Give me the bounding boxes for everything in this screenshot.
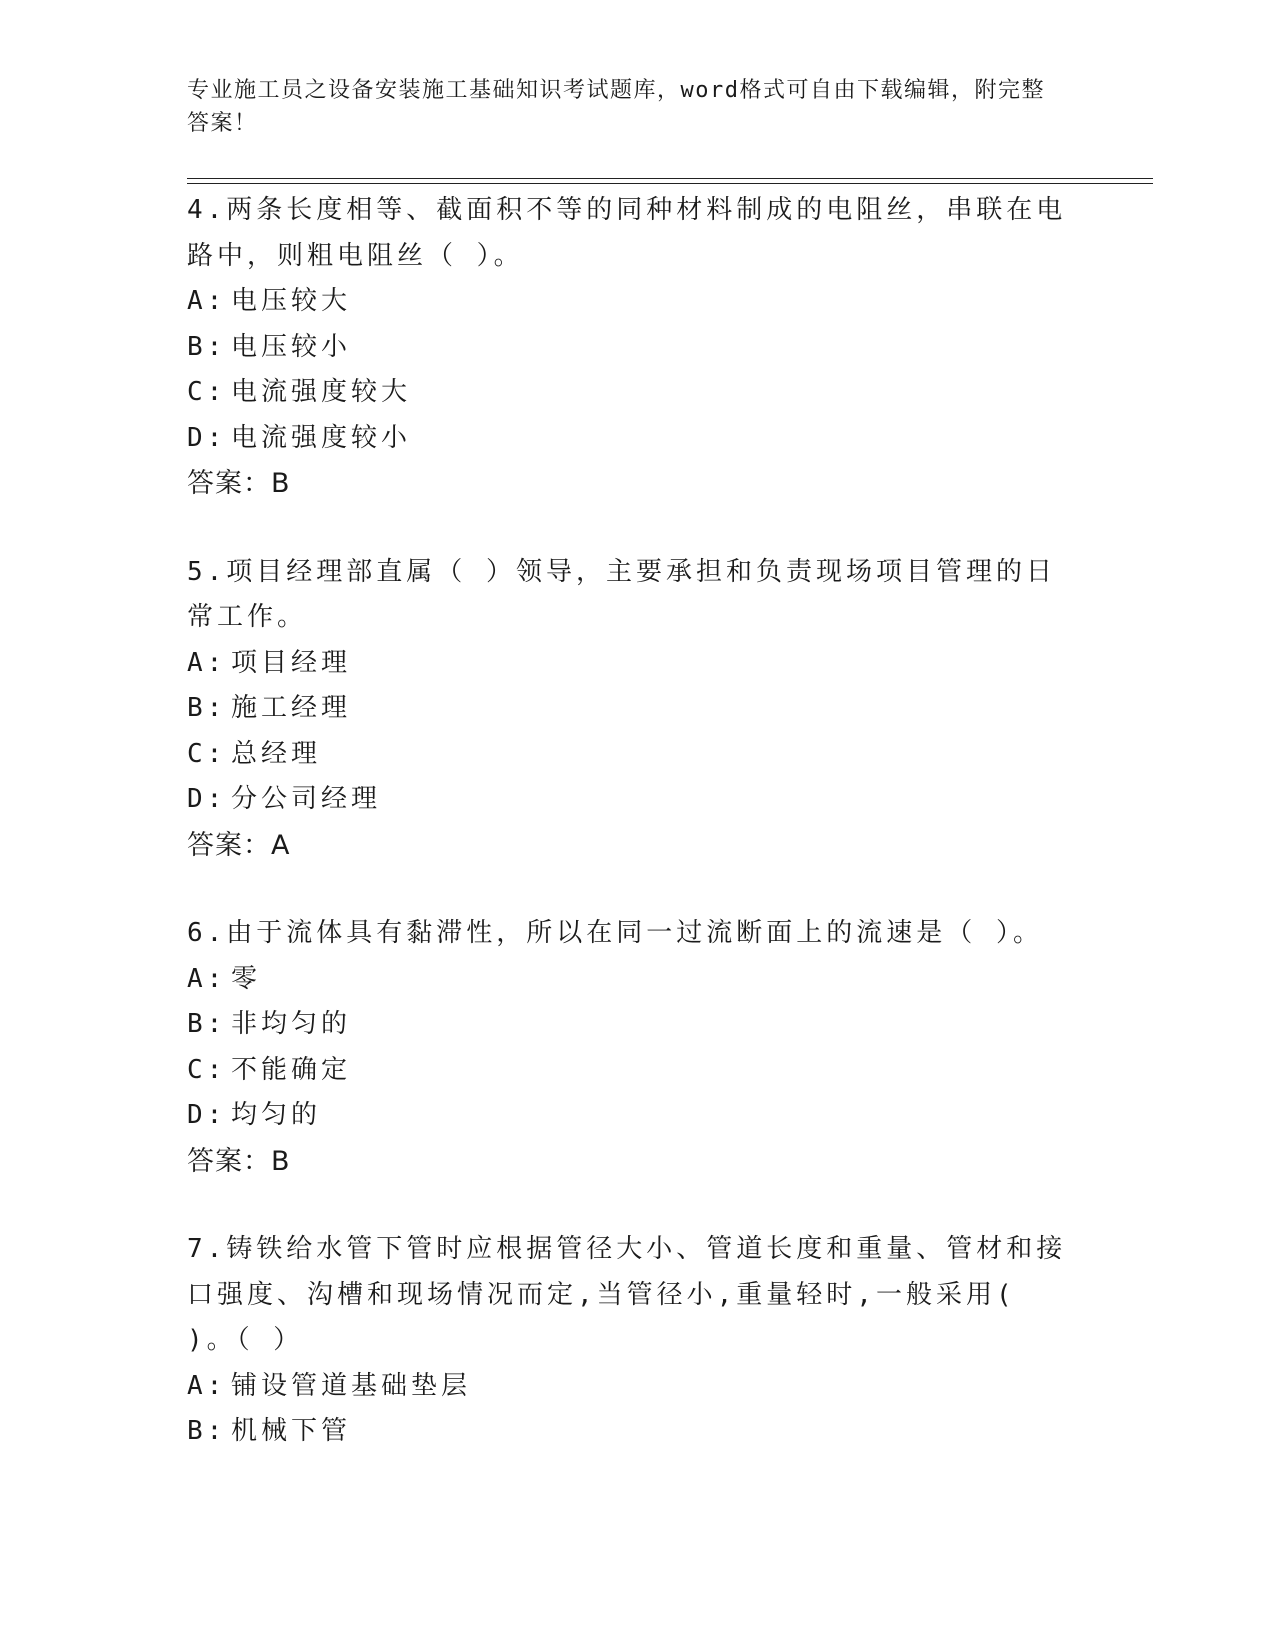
question-stem: 6.由于流体具有黏滞性，所以在同一过流断面上的流速是（ ）。 (187, 918, 1043, 948)
option-d (187, 416, 1087, 462)
document-header (187, 74, 1067, 140)
question-list (187, 188, 1087, 1455)
option-letter: D: (187, 1100, 227, 1130)
option-text: 电流强度较大 (231, 377, 412, 407)
question-5 (187, 550, 1087, 869)
option-b (187, 325, 1087, 371)
option-text: 电压较大 (231, 286, 352, 316)
header-text: 专业施工员之设备安装施工基础知识考试题库，word格式可自由下载编辑，附完整答案！ (187, 78, 1045, 136)
option-text: 总经理 (231, 738, 322, 769)
option-b (187, 1409, 1087, 1455)
option-text: 均匀的 (231, 1100, 322, 1130)
option-letter: D: (187, 784, 227, 814)
option-letter: A: (187, 647, 227, 678)
header-divider-bottom (187, 183, 1153, 184)
option-c (187, 370, 1087, 416)
question-4 (187, 188, 1087, 507)
option-a (187, 957, 1087, 1003)
option-letter: B: (187, 1416, 227, 1446)
option-d (187, 777, 1087, 823)
option-text: 铺设管道基础垫层 (231, 1370, 472, 1401)
option-letter: C: (187, 738, 227, 769)
question-gap (187, 1184, 1087, 1227)
option-letter: B: (187, 331, 227, 362)
option-b (187, 1002, 1087, 1048)
option-c (187, 732, 1087, 778)
question-stem: 5.项目经理部直属（ ）领导，主要承担和负责现场项目管理的日常工作。 (187, 556, 1056, 632)
option-letter: C: (187, 377, 227, 407)
question-stem: 4.两条长度相等、截面积不等的同种材料制成的电阻丝，串联在电路中，则粗电阻丝（ ）。 (187, 195, 1067, 271)
option-letter: A: (187, 1370, 227, 1401)
option-letter: B: (187, 693, 227, 723)
option-text: 电流强度较小 (231, 422, 412, 453)
option-text: 机械下管 (231, 1416, 352, 1446)
answer-line: 答案：A (187, 829, 291, 861)
option-letter: C: (187, 1054, 227, 1085)
option-text: 零 (231, 963, 262, 994)
option-text: 不能确定 (231, 1054, 352, 1085)
question-gap (187, 868, 1087, 911)
option-a (187, 1364, 1087, 1410)
option-text: 非均匀的 (231, 1009, 352, 1039)
option-b (187, 686, 1087, 732)
question-stem: 7.铸铁给水管下管时应根据管径大小、管道长度和重量、管材和接口强度、沟槽和现场情况而定,当管径小,重量轻时,一般采用( )。（ ） (187, 1234, 1067, 1355)
option-text: 分公司经理 (231, 784, 382, 814)
option-text: 施工经理 (231, 693, 352, 723)
option-c (187, 1048, 1087, 1094)
option-letter: A: (187, 963, 227, 994)
question-7 (187, 1227, 1087, 1455)
header-divider-top (187, 178, 1153, 179)
answer-line: 答案：B (187, 1145, 291, 1177)
option-letter: B: (187, 1009, 227, 1039)
option-d (187, 1093, 1087, 1139)
option-a (187, 279, 1087, 325)
option-text: 项目经理 (231, 647, 352, 678)
question-gap (187, 507, 1087, 550)
option-a (187, 641, 1087, 687)
option-text: 电压较小 (231, 331, 352, 362)
question-6 (187, 911, 1087, 1184)
option-letter: D: (187, 422, 227, 453)
answer-line: 答案：B (187, 468, 291, 499)
option-letter: A: (187, 286, 227, 316)
